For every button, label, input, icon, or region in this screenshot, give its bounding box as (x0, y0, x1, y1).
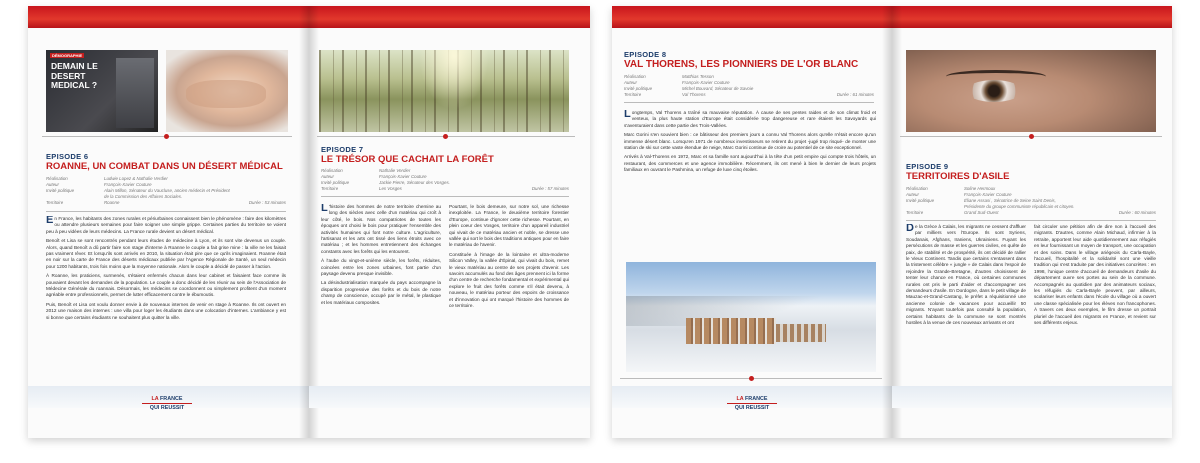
episode-label: EPISODE 6 (46, 152, 89, 161)
paragraph: Marc Gorini s'en souvient bien : ce bâtisseur des premiers jours a connu Val Thorens alors qu'elle n'était encore qu'un immense désert blanc. Lorsqu'en 1971 de nombreux investisseurs se retirent du projet -jugé trop risqué- de monter une station de ski sur cette vaste étendue de neige, Marc Gorini continue de croire au potentiel de ce site exceptionnel. (624, 132, 876, 151)
episode-label: EPISODE 8 (624, 50, 667, 59)
paragraph: n France, les habitants des zones rurales et périurbaines connaissent bien le phénomène : faire des kilomètres ou attendre plusieurs semaines pour faire soigner une simple grippe. Certaines parties du territoire se voient peu à peu vidées de leurs médecins. La France rurale devient un désert médical. (46, 216, 286, 234)
credit-value: Ludwie Lopez & Nathalie Verdier (104, 176, 168, 181)
article-column-1 (321, 204, 441, 380)
duration: Durée : 61 minutes (836, 92, 874, 97)
page-episode-9 (892, 28, 1172, 438)
drop-cap: L (624, 110, 631, 120)
divider-dot (443, 134, 448, 139)
credit-value: Les Vosges (379, 186, 402, 191)
credit-key: Invité politique (321, 180, 350, 185)
drop-cap: E (46, 216, 54, 226)
episode-title: LE TRÉSOR QUE CACHAIT LA FORÊT (321, 154, 494, 165)
paragraph: Pourtant, le bois demeure, sur notre sol, une richesse inexploitée. La France, le deuxième territoire forestier d'Europe, continue d'ignorer cette richesse. Pourtant, en plein coeur des Vosges, territoire d'un appareil industriel qui vivait de ce matériau ancien et noble, se dresse une vallée qui sort le bois des traditions antiques pour en faire le matériau de l'avenir. (449, 204, 569, 248)
page-episode-7 (309, 28, 590, 438)
credits-block (46, 176, 286, 206)
divider-rule (624, 102, 874, 103)
episode-label: EPISODE 9 (906, 162, 949, 171)
poster-headline: DEMAIN LE DESERT MEDICAL ? (51, 61, 98, 90)
drop-cap: D (906, 224, 914, 234)
article-column-2 (449, 204, 569, 380)
paragraph: ongtemps, Val Thorens a traîné sa mauvaise réputation. À cause de ses pentes raides et de son climat froid et venteux, la plus haute station d'Europe était considérée trop dangereuse et rare étaient les Savoyards qui s'aventuraient dans cette partie des Trois-Vallées. (624, 110, 876, 128)
footer-band (309, 386, 590, 408)
credit-key: Territoire (624, 92, 642, 97)
credit-value: Soline Hermoux (964, 186, 996, 191)
credit-value: Éliane Assasi , Sénatrice de Seine Saint Denis, (964, 198, 1056, 203)
credit-value: Matthias Tesson (682, 74, 714, 79)
article-column-2 (1034, 224, 1156, 384)
divider-rule (906, 220, 1156, 221)
credit-value: de la Commission des Affaires Sociales. (104, 194, 183, 199)
episode-title: ROANNE, UN COMBAT DANS UN DÉSERT MÉDICAL (46, 161, 283, 172)
credit-value: Alain Millon, Sénateur du Vaucluse, ancien médecin et Président (104, 188, 230, 193)
credit-key: Invité politique (906, 198, 935, 203)
credit-key: Invité politique (624, 86, 653, 91)
brochure-spread-right (612, 6, 1172, 438)
credit-key: Auteur (321, 174, 334, 179)
paragraph: Puis, Benoît et Lisa ont voulu donner envie à de nouveaux internes de venir en stage à Roanne. Ils ont ouvert en 2012 une maison des internes : une villa pour loger les étudiants dans une colocation d'internes. L'ambiance y est si bonne que certains étudiants ne souhaitent plus quitter la ville. (46, 301, 286, 320)
credit-key: Réalisation (624, 74, 646, 79)
episode-title: TERRITOIRES D'ASILE (906, 171, 1010, 182)
credit-value: Roanne (104, 200, 120, 205)
duration: Durée : 57 minutes (531, 186, 569, 191)
val-thorens-ski-resort-photo (626, 262, 876, 372)
paragraph: fait circuler une pétition afin de dire non à l'accueil des migrants. D'autres, comme Alain Michaud, infirmier à la retraite, apportent leur aide quotidiennement aux réfugiés en leur fournissant un moyen de transport, une occupation et des soins. Dans le village ariégeois du Carla-Bayle, l'accueil, l'hospitalité et la solidarité sont une vieille tradition qui s'est traduite par des initiatives concrètes : en 1998, l'unique centre d'accueil de demandeurs d'asile du département ouvre ses portes au sein de la commune. Accompagnés au quotidien par des animateurs sociaux, les réfugiés du Carla-Bayle peuvent, par ailleurs, scolariser leurs enfants dans l'école du village où a ouvert une classe spécialisée pour les élèves non francophones. À travers ces deux exemples, le film dresse un portrait pluriel de l'accueil des migrants en France, et revient sur ses différents enjeux. (1034, 224, 1156, 326)
la-france-qui-reussit-logo: LA FRANCE QUI REUSSIT (142, 396, 192, 411)
credit-key: Auteur (624, 80, 637, 85)
article-body (624, 110, 876, 260)
credit-key: Territoire (46, 200, 64, 205)
credit-key: Auteur (46, 182, 59, 187)
clasped-hands-photo (166, 50, 288, 132)
paragraph: Benoît et Lisa se sont rencontrés pendant leurs études de médecine à Lyon, et ils sont vite devenus un couple. Alors, quand Benoît a dû partir faire son stage d'interne à Roanne le couple a fait grise mine : la ville ne les faisait pas vraiment rêver. Et lorsqu'ils sont arrivés en 2010, la situation était pire que ce qu'ils imaginaient. Roanne était en noir sur la carte de France des déserts médicaux publiée par l'Agence Régionale de Santé, un seul médecin pour 1200 habitants, trois fois moins que la moyenne nationale. Alors le couple a décidé de passer à l'action. (46, 238, 286, 269)
credit-value: François-Xavier Couture (379, 174, 427, 179)
paragraph: Constituée à l'image de la lointaine et ultra-moderne Silicon Valley, la vallée d'Épinal, qui vivait du bois, remet le vieux matériau au centre de ses projets d'avenir. Les savoirs accumulés au fond des âges prennent ici la forme d'un centre de recherche fondamental et expérimental qui explore le fruit des forêts comme s'il était devenu, à nouveau, le matériau porteur des espoirs de croissance et d'innovation qui ont marqué l'histoire des hommes de ce territoire. (449, 251, 569, 309)
credit-key: Réalisation (906, 186, 928, 191)
article-body (46, 216, 286, 398)
credit-key: Territoire (321, 186, 339, 191)
credits-block (906, 186, 1156, 216)
paragraph: À l'aube du vingt-et-unième siècle, les forêts, réduites, coincées entre les zones urbaines, font partie d'un paysage devenu presque invisible. (321, 258, 441, 277)
paragraph: 'histoire des hommes de notre territoire chemine au long des siècles avec celle d'un matériau qui croît à leur côté, le bois. Nos compatriotes de toutes les époques ont choisi le bois pour pratiquer l'ensemble des activités humaines qui font notre culture. L'agriculture, l'artisanat et les arts ont tissé des liens étroits avec ce matériau ; et les hommes entretiennent des échanges constants avec les forêts qui les entourent. (321, 204, 441, 254)
la-france-qui-reussit-logo: LA FRANCE QUI REUSSIT (727, 396, 777, 411)
demographie-poster-photo (46, 50, 158, 132)
divider-rule (46, 211, 286, 212)
credit-value: Présidente du groupe communiste républicain et citoyen. (964, 204, 1075, 209)
credit-value: Jackie Pierre, Sénateur des Vosges. (379, 180, 450, 185)
credit-key: Auteur (906, 192, 919, 197)
footer-band (892, 386, 1172, 408)
paragraph: Arrivés à Val-Thorens en 1972, Marc et sa famille sont aujourd'hui à la tête d'un petit empire qui compte trois hôtels, un restaurant, des commerces et une agence immobilière. Récemment, ils ont mené à bien le dernier de leurs projets familiaux en ouvrant le Pashmina, un refuge de luxe cinq étoiles. (624, 154, 876, 173)
divider-rule (321, 196, 569, 197)
eye-closeup-photo (906, 50, 1156, 132)
episode-label: EPISODE 7 (321, 145, 364, 154)
forest-photo (319, 50, 569, 132)
credits-block (321, 168, 569, 192)
credit-value: Val Thorens (682, 92, 706, 97)
credit-value: François-Xavier Couture (104, 182, 152, 187)
brochure-spread-left (28, 6, 590, 438)
duration: Durée : 60 minutes (1118, 210, 1156, 215)
credit-value: Grand Sud-Ouest (964, 210, 999, 215)
drop-cap: L (321, 204, 328, 214)
credit-value: Nathalie Verdier (379, 168, 411, 173)
credit-key: Réalisation (321, 168, 343, 173)
paragraph: e la Grèce à Calais, les migrants ne cessent d'affluer par milliers vers l'Europe. Ils sont Syriens, Soudanais, Afghans, Iraniens, Ukrainiens. Fuyant les persécutions de masse et les guerres civiles, en quête de paix, de stabilité et de prospérité, ils ont décidé de rallier le Vieux Continent. Tandis que certains s'entassent dans la tristement célèbre « jungle » de Calais dans l'espoir de rejoindre la Grande-Bretagne, d'autres choisissent de tenter leur chance en France, où certaines communes rurales ont pris le parti d'aider et d'accompagner ces demandeurs d'asile. En Dordogne, dans le petit village de Mauzac-et-Grand-Castang, le préfet a réquisitionné une ancienne colonie de vacances pour accueillir 50 migrants. N'ayant toutefois pas consulté la population, certains habitants de la commune se sont montrés hostiles à la venue de ces nouveaux arrivants et ont (906, 224, 1026, 326)
divider-dot (1029, 134, 1034, 139)
credit-value: François-Xavier Couture (682, 80, 730, 85)
paragraph: La désindustrialisation marquée du pays accompagne la disparition progressive des forêts et du bois de notre champ de conscience, occupé par le métal, le plastique et les matériaux composites. (321, 280, 441, 305)
page-episode-8 (612, 28, 892, 438)
duration: Durée : 53 minutes (248, 200, 286, 205)
credit-key: Réalisation (46, 176, 68, 181)
credits-block (624, 74, 874, 98)
paragraph: À Roanne, les praticiens, surmenés, s'étaient enfermés chacun dans leur cabinet et faisaient face comme ils pouvaient devant les demandes de la population. Le couple a donc décidé de les réunir au sein de l'Association de Médecine Générale du roannais. Désormais, les médecins se coordonnent ou simplement profitent d'un moment agréable entre professionnels, permet de lutter efficacement contre le ébumoutis. (46, 273, 286, 298)
credit-value: François-Xavier Couture (964, 192, 1012, 197)
credit-value: Michel Bouvard, Sénateur de Savoie (682, 86, 754, 91)
episode-title: VAL THORENS, LES PIONNIERS DE L'OR BLANC (624, 59, 859, 70)
credit-key: Invité politique (46, 188, 75, 193)
poster-tag: DÉMOGRAPHIE (52, 53, 83, 58)
article-column-1 (906, 224, 1026, 384)
divider-dot (164, 134, 169, 139)
divider-dot (749, 376, 754, 381)
credit-key: Territoire (906, 210, 924, 215)
page-episode-6 (28, 28, 309, 438)
